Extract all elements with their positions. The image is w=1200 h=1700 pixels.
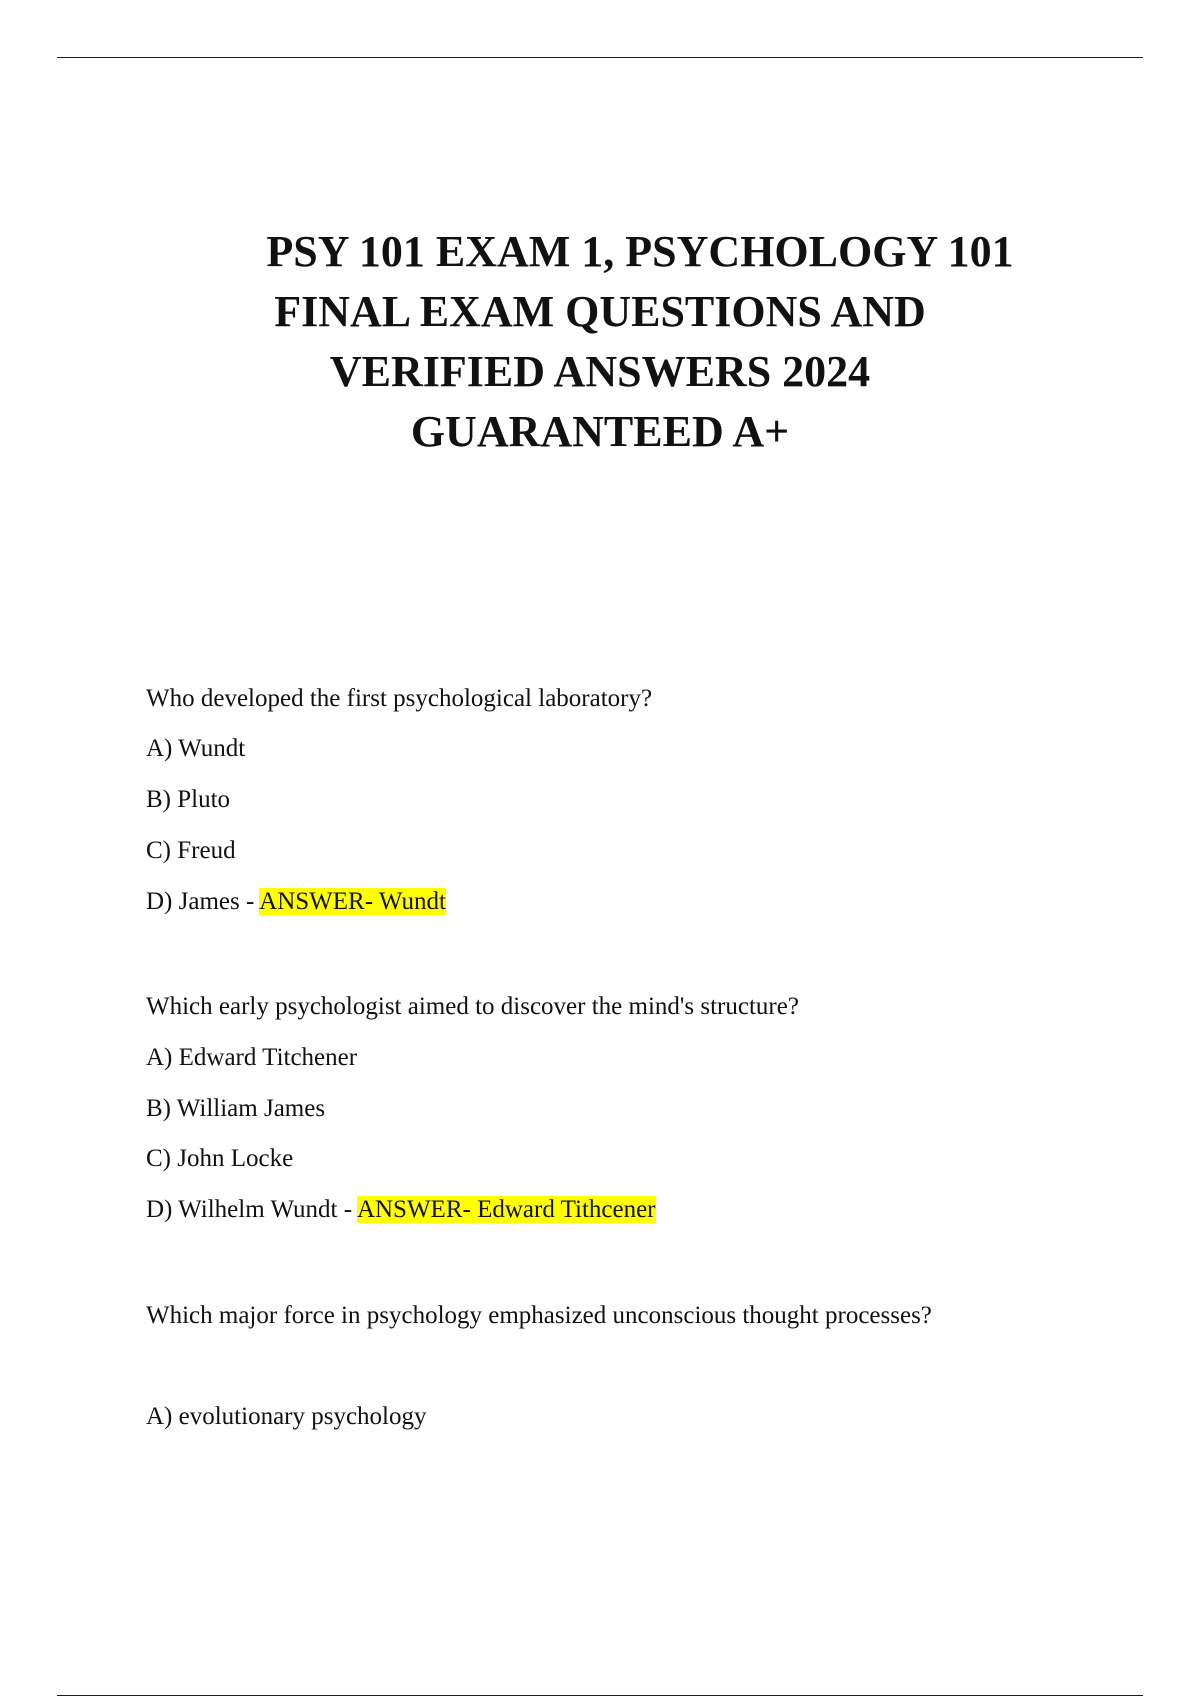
question-text: Which early psychologist aimed to discover the mind's structure? — [146, 993, 799, 1020]
option-d-text: D) Wilhelm Wundt - — [146, 1196, 357, 1223]
document-title — [57, 222, 1143, 462]
option-c: C) Freud — [146, 837, 236, 864]
option-d — [146, 1194, 656, 1226]
question-text: Which major force in psychology emphasized unconscious thought processes? — [146, 1302, 932, 1329]
option-d — [146, 886, 446, 918]
top-rule — [57, 57, 1143, 58]
option-a: A) evolutionary psychology — [146, 1403, 427, 1430]
title-line-4: GUARANTEED A+ — [410, 407, 790, 456]
option-b: B) William James — [146, 1095, 326, 1122]
option-a: A) Edward Titchener — [146, 1044, 358, 1071]
option-a: A) Wundt — [146, 735, 246, 762]
title-line-2: FINAL EXAM QUESTIONS AND — [274, 287, 926, 336]
bottom-rule — [57, 1695, 1143, 1696]
answer-highlight: ANSWER- Edward Tithcener — [356, 1196, 656, 1223]
title-line-1: PSY 101 EXAM 1, PSYCHOLOGY 101 — [266, 227, 1014, 276]
option-d-text: D) James - — [146, 888, 260, 915]
question-text: Who developed the first psychological laboratory? — [146, 685, 653, 712]
option-b: B) Pluto — [146, 786, 231, 813]
title-line-3: VERIFIED ANSWERS 2024 — [329, 347, 871, 396]
answer-highlight: ANSWER- Wundt — [259, 888, 446, 915]
option-c: C) John Locke — [146, 1145, 294, 1172]
